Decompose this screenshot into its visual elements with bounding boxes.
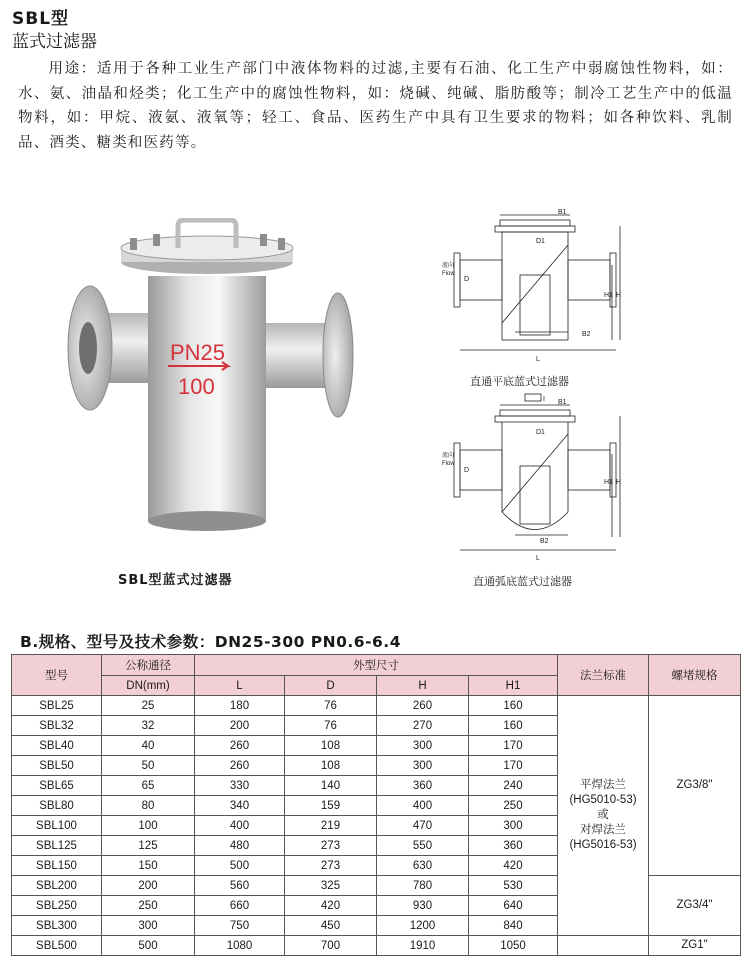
cell-d: 108 [285, 756, 377, 776]
label-flow-cn: 流向 [442, 263, 455, 269]
page-title: SBL型 [12, 9, 70, 29]
curved-bottom-strainer-diagram [440, 392, 625, 562]
cell-h1: 170 [469, 756, 558, 776]
cell-l: 480 [195, 836, 285, 856]
label-d: D [464, 467, 470, 474]
cell-model: SBL250 [12, 896, 102, 916]
cell-d: 420 [285, 896, 377, 916]
cell-d: 140 [285, 776, 377, 796]
cell-model: SBL300 [12, 916, 102, 936]
cell-d: 273 [285, 836, 377, 856]
cell-l: 500 [195, 856, 285, 876]
table-row [12, 936, 741, 956]
cell-model: SBL125 [12, 836, 102, 856]
cell-model: SBL50 [12, 756, 102, 776]
cell-model: SBL150 [12, 856, 102, 876]
product-photo [50, 218, 360, 538]
cell-d: 219 [285, 816, 377, 836]
cell-h1: 240 [469, 776, 558, 796]
header-thread: 螺堵规格 [649, 655, 741, 696]
cell-h1: 170 [469, 736, 558, 756]
label-b2: B2 [540, 538, 549, 545]
cell-h: 780 [377, 876, 469, 896]
label-top-i: I [543, 396, 545, 403]
label-d1: D1 [536, 429, 545, 436]
cell-dn: 80 [102, 796, 195, 816]
cell-model: SBL25 [12, 696, 102, 716]
cell-h: 1200 [377, 916, 469, 936]
flange-standard-cell [558, 696, 649, 936]
usage-paragraph: 用途：适用于各种工业生产部门中液体物料的过滤,主要有石油、化工生产中弱腐蚀性物料，如：水、氨、油晶和烃类；化工生产中的腐蚀性物料，如：烧碱、纯碱、脂肪酸等；制冷工艺生产中的低温物料，如：甲烷、液氨、液氧等；轻工、食品、医药生产中具有卫生要求的物料；如各种饮料、乳制品、酒类、糖类和医药等。 [18, 61, 733, 151]
cell-dn: 40 [102, 736, 195, 756]
cell-l: 750 [195, 916, 285, 936]
cell-dn: 65 [102, 776, 195, 796]
header-h: H [377, 676, 469, 696]
cell-h1: 420 [469, 856, 558, 876]
header-h1: H1 [469, 676, 558, 696]
header-flange: 法兰标准 [558, 655, 649, 696]
label-h: H [616, 292, 622, 299]
cell-h1: 1050 [469, 936, 558, 956]
label-h1: H1 [604, 292, 613, 299]
cell-dn: 250 [102, 896, 195, 916]
thread-spec-cell: ZG1" [649, 936, 741, 956]
cell-h: 260 [377, 696, 469, 716]
label-l: L [536, 356, 540, 363]
label-h: H [616, 479, 622, 486]
cell-h1: 840 [469, 916, 558, 936]
label-flow-cn: 流向 [442, 453, 455, 459]
label-d: D [464, 276, 470, 283]
cell-h1: 250 [469, 796, 558, 816]
cell-model: SBL80 [12, 796, 102, 816]
header-dimensions: 外型尺寸 [195, 655, 558, 676]
cell-h: 1910 [377, 936, 469, 956]
label-l: L [536, 555, 540, 562]
cell-d: 273 [285, 856, 377, 876]
cell-l: 560 [195, 876, 285, 896]
cell-l: 180 [195, 696, 285, 716]
cell-d: 76 [285, 716, 377, 736]
cell-l: 1080 [195, 936, 285, 956]
cell-model: SBL40 [12, 736, 102, 756]
cell-d: 108 [285, 736, 377, 756]
cell-l: 200 [195, 716, 285, 736]
flange-line: 或 [597, 809, 609, 821]
cell-model: SBL65 [12, 776, 102, 796]
thread-spec-cell: ZG3/4" [649, 876, 741, 936]
flat-bottom-strainer-diagram [440, 205, 625, 365]
flange-line: 对焊法兰 [580, 824, 626, 836]
cell-dn: 300 [102, 916, 195, 936]
header-nominal-unit: DN(mm) [102, 676, 195, 696]
cell-dn: 500 [102, 936, 195, 956]
size-marking: 100 [178, 374, 215, 399]
label-flow-en: Flow [442, 271, 455, 277]
cell-d: 325 [285, 876, 377, 896]
cell-h: 930 [377, 896, 469, 916]
flange-line: (HG5010-53) [569, 794, 637, 806]
header-l: L [195, 676, 285, 696]
label-flow-en: Flow [442, 461, 455, 467]
label-b1: B1 [558, 209, 567, 216]
cell-d: 159 [285, 796, 377, 816]
cell-h1: 160 [469, 716, 558, 736]
cell-dn: 32 [102, 716, 195, 736]
spec-table [11, 654, 741, 956]
cell-h1: 640 [469, 896, 558, 916]
page-subtitle: 蓝式过滤器 [12, 32, 97, 52]
cell-d: 76 [285, 696, 377, 716]
table-row [12, 696, 741, 716]
cell-model: SBL500 [12, 936, 102, 956]
cell-d: 450 [285, 916, 377, 936]
cell-l: 260 [195, 756, 285, 776]
label-b1: B1 [558, 399, 567, 406]
cell-model: SBL200 [12, 876, 102, 896]
thread-spec-cell: ZG3/8" [649, 696, 741, 876]
spec-section-heading: B.规格、型号及技术参数：DN25-300 PN0.6-6.4 [20, 633, 401, 651]
cell-l: 660 [195, 896, 285, 916]
cell-h: 360 [377, 776, 469, 796]
cell-h1: 530 [469, 876, 558, 896]
cell-l: 400 [195, 816, 285, 836]
cell-l: 330 [195, 776, 285, 796]
cell-dn: 125 [102, 836, 195, 856]
flange-line: (HG5016-53) [569, 839, 637, 851]
cell-h: 300 [377, 756, 469, 776]
diagram2-caption: 直通弧底蓝式过滤器 [473, 575, 572, 588]
cell-h: 470 [377, 816, 469, 836]
cell-l: 260 [195, 736, 285, 756]
cell-d: 700 [285, 936, 377, 956]
cell-dn: 25 [102, 696, 195, 716]
flange-standard-cell [558, 936, 649, 956]
cell-model: SBL100 [12, 816, 102, 836]
cell-h: 550 [377, 836, 469, 856]
cell-dn: 200 [102, 876, 195, 896]
label-h1: H1 [604, 479, 613, 486]
cell-h: 300 [377, 736, 469, 756]
flange-line: 平焊法兰 [580, 779, 626, 791]
cell-h1: 160 [469, 696, 558, 716]
photo-caption: SBL型蓝式过滤器 [118, 573, 233, 588]
pressure-marking: PN25 [170, 340, 226, 365]
diagram1-caption: 直通平底蓝式过滤器 [470, 375, 569, 388]
cell-l: 340 [195, 796, 285, 816]
cell-h1: 360 [469, 836, 558, 856]
label-d1: D1 [536, 238, 545, 245]
cell-dn: 100 [102, 816, 195, 836]
cell-h: 270 [377, 716, 469, 736]
cell-h: 630 [377, 856, 469, 876]
header-model: 型号 [12, 655, 102, 696]
label-b2: B2 [582, 331, 591, 338]
cell-dn: 50 [102, 756, 195, 776]
cell-h1: 300 [469, 816, 558, 836]
cell-model: SBL32 [12, 716, 102, 736]
header-d: D [285, 676, 377, 696]
header-nominal-cn: 公称通径 [102, 655, 195, 676]
cell-h: 400 [377, 796, 469, 816]
cell-dn: 150 [102, 856, 195, 876]
